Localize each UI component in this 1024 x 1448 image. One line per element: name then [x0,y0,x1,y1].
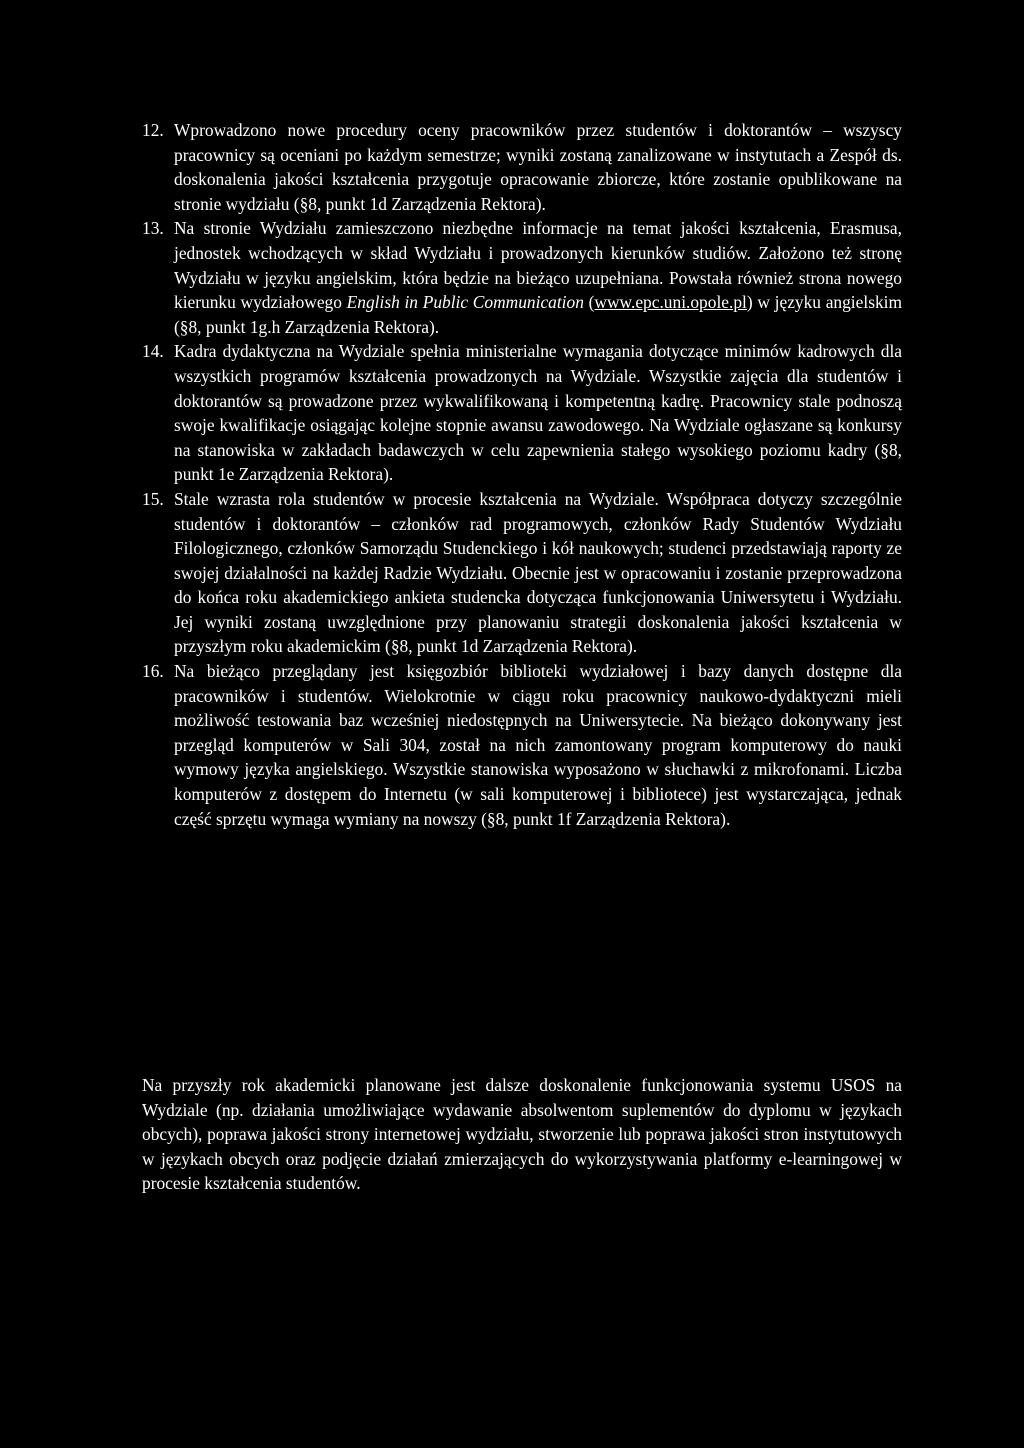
program-name: English in Public Communication [346,292,584,313]
item-text: ) w języku angielskim (§8, punkt 1g.h Zarządzenia Rektora). [174,292,903,337]
item-text: Na stronie Wydziału zamieszczono niezbędne informacje na temat jakości kształcenia, Erasmusa, jednostek wchodzących w skład Wydziału i prowadzonych kierunków studiów. Założono też stronę Wydziału w języku angielskim, która będzie na bieżąco uzupełniana. Powstała również strona nowego kierunku wydziałowego [174,218,902,313]
item-number: 14. [142,341,164,362]
closing-paragraph: Na przyszły rok akademicki planowane jest dalsze doskonalenie funkcjonowania systemu USOS na Wydziale (np. działania umożliwiające wydawanie absolwentom suplementów do dyplomu w językach obcych), poprawa jakości strony internetowej wydziału, stworzenie lub poprawa jakości stron instytutowych w językach obcych oraz podjęcie działań zmierzających do wykorzystywania platformy e-learningowej w procesie kształcenia studentów. [142,1075,902,1194]
item-number: 15. [142,488,164,509]
list-item-14 [142,339,902,487]
item-text: Stale wzrasta rola studentów w procesie kształcenia na Wydziale. Współpraca dotyczy szczególnie studentów i doktorantów – członków rad programowych, członków Rady Studentów Wydziału Filologicznego, członków Samorządu Studenckiego i kół naukowych; studenci przedstawiają raporty ze swojej działalności na każdej Radzie Wydziału. Obecnie jest w opracowaniu i zostanie przeprowadzona do końca roku akademickiego ankieta studencka dotycząca funkcjonowania Uniwersytetu i Wydziału. Jej wyniki zostaną uwzględnione przy planowaniu strategii doskonalenia jakości kształcenia w przyszłym roku akademickim (§8, punkt 1d Zarządzenia Rektora). [174,488,902,657]
item-text: Na bieżąco przeglądany jest księgozbiór biblioteki wydziałowej i bazy danych dostępne dla pracowników i studentów. Wielokrotnie w ciągu roku pracownicy naukowo-dydaktyczni mieli możliwość testowania baz wcześniej niedostępnych na Uniwersytecie. Na bieżąco dokonywany jest przegląd komputerów w Sali 304, został na nich zamontowany program komputerowy do nauki wymowy języka angielskiego. Wszystkie stanowiska wyposażono w słuchawki z mikrofonami. Liczba komputerów z dostępem do Internetu (w sali komputerowej i bibliotece) jest wystarczająca, jednak część sprzętu wymaga wymiany na nowszy (§8, punkt 1f Zarządzenia Rektora). [174,661,902,829]
item-number: 13. [142,218,164,239]
website-link[interactable]: www.epc.uni.opole.pl [594,292,747,313]
item-number: 12. [142,120,164,140]
item-text: Kadra dydaktyczna na Wydziale spełnia ministerialne wymagania dotyczące minimów kadrowych dla wszystkich programów kształcenia prowadzonych na Wydziale. Wszystkie zajęcia dla studentów i doktorantów są prowadzone przez wykwalifikowaną i kompetentną kadrę. Pracownicy stale podnoszą swoje kwalifikacje osiągając kolejne stopnie awansu zawodowego. Na Wydziale ogłaszane są konkursy na stanowiska w zakładach badawczych w celu zapewnienia stałego wysokiego poziomu kadry (§8, punkt 1e Zarządzenia Rektora). [174,341,902,485]
list-item-12 [142,118,902,216]
item-number: 16. [142,661,164,682]
list-item-13 [142,216,902,339]
list-item-16 [142,659,902,831]
item-text: ( [583,292,595,313]
numbered-list [142,118,902,831]
list-item-15 [142,487,902,659]
item-text: Wprowadzono nowe procedury oceny pracowników przez studentów i doktorantów – wszyscy pracownicy są oceniani po każdym semestrze; wyniki zostaną zanalizowane w instytutach a Zespół ds. doskonalenia jakości kształcenia przygotuje opracowanie zbiorcze, które zostanie opublikowane na stronie wydziału (§8, punkt 1d Zarządzenia Rektora). [174,120,902,214]
